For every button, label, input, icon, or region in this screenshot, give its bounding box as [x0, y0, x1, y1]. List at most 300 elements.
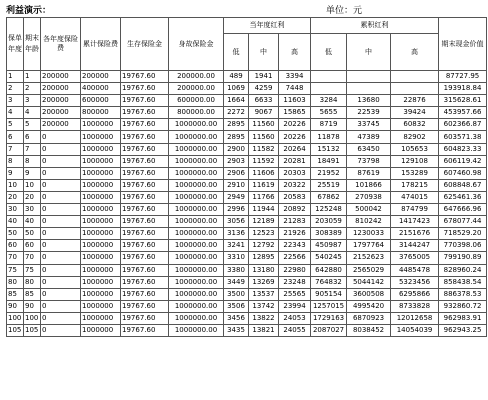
- cell-current-high: 3394: [279, 71, 311, 83]
- cell-cumulative-high: 14054039: [391, 324, 439, 336]
- header-current-mid: 中: [249, 34, 279, 71]
- cell-cumulative-high: 22876: [391, 95, 439, 107]
- cell-age: 90: [24, 300, 41, 312]
- cell-current-high: 20583: [279, 191, 311, 203]
- header-cumulative-premium: 累计保险费: [81, 18, 121, 71]
- cell-cumulative-premium: 800000: [81, 107, 121, 119]
- cell-annual-premium: 200000: [41, 119, 81, 131]
- cell-annual-premium: 0: [41, 191, 81, 203]
- cell-cumulative-low: 125248: [311, 204, 347, 216]
- cell-current-mid: 4259: [249, 83, 279, 95]
- cell-current-mid: 1941: [249, 71, 279, 83]
- cell-policy-year: 105: [7, 324, 24, 336]
- cell-age: 2: [24, 83, 41, 95]
- table-row: [7, 228, 487, 240]
- cell-cash-value: 604823.33: [439, 143, 487, 155]
- cell-death-benefit: 1000000.00: [169, 204, 224, 216]
- cell-cash-value: 193918.84: [439, 83, 487, 95]
- cell-cumulative-high: 3765005: [391, 252, 439, 264]
- cell-annual-premium: 0: [41, 240, 81, 252]
- cell-current-high: 22566: [279, 252, 311, 264]
- table-row: [7, 143, 487, 155]
- cell-cumulative-high: 39424: [391, 107, 439, 119]
- cell-age: 30: [24, 204, 41, 216]
- cell-cumulative-mid: 1797764: [347, 240, 391, 252]
- cell-policy-year: 2: [7, 83, 24, 95]
- cell-survival-benefit: 19767.60: [121, 312, 169, 324]
- cell-cumulative-premium: 1000000: [81, 155, 121, 167]
- cell-cumulative-premium: 1000000: [81, 288, 121, 300]
- cell-cumulative-mid: 13680: [347, 95, 391, 107]
- cell-survival-benefit: 19767.60: [121, 264, 169, 276]
- cell-cash-value: 962983.91: [439, 312, 487, 324]
- cell-cash-value: 718529.20: [439, 228, 487, 240]
- cell-cumulative-high: 60832: [391, 119, 439, 131]
- cell-death-benefit: 200000.00: [169, 71, 224, 83]
- cell-current-mid: 13821: [249, 324, 279, 336]
- table-row: [7, 167, 487, 179]
- cell-current-mid: 13822: [249, 312, 279, 324]
- cell-cumulative-mid: 5044142: [347, 276, 391, 288]
- cell-current-low: 2272: [224, 107, 249, 119]
- cell-cumulative-low: 5655: [311, 107, 347, 119]
- cell-current-mid: 12523: [249, 228, 279, 240]
- cell-policy-year: 60: [7, 240, 24, 252]
- cell-cumulative-mid: 2152623: [347, 252, 391, 264]
- cell-cumulative-premium: 1000000: [81, 119, 121, 131]
- cell-survival-benefit: 19767.60: [121, 167, 169, 179]
- cell-age: 8: [24, 155, 41, 167]
- cell-cumulative-high: 178215: [391, 179, 439, 191]
- header-annual-premium: 各年度保险费: [41, 18, 81, 71]
- cell-death-benefit: 1000000.00: [169, 300, 224, 312]
- cell-death-benefit: 1000000.00: [169, 312, 224, 324]
- cell-current-low: 2903: [224, 155, 249, 167]
- cell-cumulative-premium: 1000000: [81, 312, 121, 324]
- cell-cash-value: 608848.67: [439, 179, 487, 191]
- cell-cumulative-low: 642880: [311, 264, 347, 276]
- cell-cash-value: 315628.61: [439, 95, 487, 107]
- cell-cumulative-premium: 1000000: [81, 191, 121, 203]
- cell-cash-value: 87727.95: [439, 71, 487, 83]
- cell-survival-benefit: 19767.60: [121, 143, 169, 155]
- cell-cumulative-premium: 1000000: [81, 167, 121, 179]
- cell-annual-premium: 0: [41, 167, 81, 179]
- cell-cumulative-premium: 1000000: [81, 204, 121, 216]
- cell-death-benefit: 1000000.00: [169, 216, 224, 228]
- table-row: [7, 83, 487, 95]
- cell-age: 60: [24, 240, 41, 252]
- cell-current-low: 2895: [224, 119, 249, 131]
- cell-cumulative-low: [311, 71, 347, 83]
- cell-age: 3: [24, 95, 41, 107]
- cell-annual-premium: 0: [41, 324, 81, 336]
- cell-age: 4: [24, 107, 41, 119]
- cell-cumulative-low: 25519: [311, 179, 347, 191]
- cell-age: 10: [24, 179, 41, 191]
- cell-annual-premium: 0: [41, 264, 81, 276]
- cell-cumulative-mid: 63450: [347, 143, 391, 155]
- cell-current-low: 1664: [224, 95, 249, 107]
- cell-annual-premium: 0: [41, 216, 81, 228]
- cell-age: 6: [24, 131, 41, 143]
- cell-age: 1: [24, 71, 41, 83]
- cell-current-high: 20264: [279, 143, 311, 155]
- cell-age: 40: [24, 216, 41, 228]
- cell-policy-year: 6: [7, 131, 24, 143]
- cell-current-low: 3380: [224, 264, 249, 276]
- table-row: [7, 71, 487, 83]
- cell-death-benefit: 1000000.00: [169, 324, 224, 336]
- cell-policy-year: 90: [7, 300, 24, 312]
- cell-current-mid: 11944: [249, 204, 279, 216]
- cell-cumulative-mid: 500042: [347, 204, 391, 216]
- cell-cumulative-mid: 3600508: [347, 288, 391, 300]
- cell-annual-premium: 0: [41, 300, 81, 312]
- cell-death-benefit: 1000000.00: [169, 155, 224, 167]
- table-row: [7, 119, 487, 131]
- cell-annual-premium: 0: [41, 276, 81, 288]
- cell-age: 80: [24, 276, 41, 288]
- cell-cash-value: 606119.42: [439, 155, 487, 167]
- header-cumulative-dividend: 累积红利: [311, 18, 439, 34]
- cell-death-benefit: 1000000.00: [169, 119, 224, 131]
- cell-current-mid: 11560: [249, 131, 279, 143]
- cell-current-high: 25565: [279, 288, 311, 300]
- cell-cumulative-premium: 600000: [81, 95, 121, 107]
- cell-cumulative-mid: [347, 83, 391, 95]
- benefit-table-body: [7, 71, 487, 337]
- cell-annual-premium: 200000: [41, 71, 81, 83]
- cell-cash-value: 886378.53: [439, 288, 487, 300]
- table-row: [7, 191, 487, 203]
- cell-survival-benefit: 19767.60: [121, 216, 169, 228]
- cell-policy-year: 4: [7, 107, 24, 119]
- cell-policy-year: 70: [7, 252, 24, 264]
- cell-current-mid: 13269: [249, 276, 279, 288]
- cell-survival-benefit: 19767.60: [121, 191, 169, 203]
- cell-cumulative-mid: 101866: [347, 179, 391, 191]
- cell-cash-value: 858438.54: [439, 276, 487, 288]
- cell-cumulative-premium: 1000000: [81, 300, 121, 312]
- header-cumulative-mid: 中: [347, 34, 391, 71]
- cell-annual-premium: 0: [41, 131, 81, 143]
- cell-death-benefit: 1000000.00: [169, 143, 224, 155]
- cell-cumulative-high: [391, 71, 439, 83]
- cell-cumulative-premium: 1000000: [81, 276, 121, 288]
- cell-cumulative-premium: 1000000: [81, 324, 121, 336]
- cell-current-low: 1069: [224, 83, 249, 95]
- cell-policy-year: 75: [7, 264, 24, 276]
- cell-policy-year: 8: [7, 155, 24, 167]
- cell-policy-year: 1: [7, 71, 24, 83]
- cell-annual-premium: 0: [41, 179, 81, 191]
- cell-current-low: 3056: [224, 216, 249, 228]
- cell-current-high: 24055: [279, 324, 311, 336]
- cell-age: 105: [24, 324, 41, 336]
- cell-cash-value: 453957.66: [439, 107, 487, 119]
- cell-age: 50: [24, 228, 41, 240]
- cell-cumulative-low: 450987: [311, 240, 347, 252]
- cell-annual-premium: 0: [41, 155, 81, 167]
- cell-cumulative-mid: [347, 71, 391, 83]
- cell-cumulative-premium: 1000000: [81, 131, 121, 143]
- cell-cumulative-mid: 1230033: [347, 228, 391, 240]
- cell-cash-value: 770398.06: [439, 240, 487, 252]
- cell-policy-year: 10: [7, 179, 24, 191]
- cell-cumulative-high: 8733828: [391, 300, 439, 312]
- cell-current-low: 2949: [224, 191, 249, 203]
- cell-current-mid: 11606: [249, 167, 279, 179]
- cell-cumulative-mid: 6870923: [347, 312, 391, 324]
- header-age: 期末年龄: [24, 18, 41, 71]
- cell-cumulative-high: 6295866: [391, 288, 439, 300]
- cell-cumulative-high: 474015: [391, 191, 439, 203]
- cell-cumulative-premium: 1000000: [81, 228, 121, 240]
- cell-age: 75: [24, 264, 41, 276]
- cell-policy-year: 85: [7, 288, 24, 300]
- cell-annual-premium: 200000: [41, 95, 81, 107]
- cell-cumulative-high: 5323456: [391, 276, 439, 288]
- cell-death-benefit: 1000000.00: [169, 228, 224, 240]
- unit-label: 单位：元: [326, 6, 363, 16]
- cell-annual-premium: 0: [41, 288, 81, 300]
- cell-cumulative-low: 764832: [311, 276, 347, 288]
- cell-current-high: 23994: [279, 300, 311, 312]
- cell-survival-benefit: 19767.60: [121, 204, 169, 216]
- cell-current-mid: 11582: [249, 143, 279, 155]
- cell-policy-year: 3: [7, 95, 24, 107]
- cell-survival-benefit: 19767.60: [121, 95, 169, 107]
- cell-cash-value: 607460.98: [439, 167, 487, 179]
- cell-current-mid: 6633: [249, 95, 279, 107]
- cell-current-high: 21283: [279, 216, 311, 228]
- table-row: [7, 288, 487, 300]
- cell-cumulative-high: [391, 83, 439, 95]
- cell-death-benefit: 1000000.00: [169, 240, 224, 252]
- cell-cash-value: 625461.36: [439, 191, 487, 203]
- table-row: [7, 252, 487, 264]
- cell-current-low: 2906: [224, 167, 249, 179]
- cell-current-high: 20226: [279, 131, 311, 143]
- cell-age: 85: [24, 288, 41, 300]
- cell-death-benefit: 200000.00: [169, 83, 224, 95]
- cell-cumulative-low: 3284: [311, 95, 347, 107]
- cell-cumulative-premium: 1000000: [81, 252, 121, 264]
- cell-cumulative-high: 82902: [391, 131, 439, 143]
- header-death-benefit: 身故保险金: [169, 18, 224, 71]
- cell-current-mid: 13180: [249, 264, 279, 276]
- cell-cash-value: 932860.72: [439, 300, 487, 312]
- cell-cumulative-low: 1729163: [311, 312, 347, 324]
- header-current-dividend: 当年度红利: [224, 18, 311, 34]
- cell-death-benefit: 600000.00: [169, 95, 224, 107]
- cell-cash-value: 678077.44: [439, 216, 487, 228]
- cell-cumulative-premium: 400000: [81, 83, 121, 95]
- cell-current-mid: 11766: [249, 191, 279, 203]
- cell-cash-value: 962943.25: [439, 324, 487, 336]
- table-row: [7, 324, 487, 336]
- cell-current-mid: 11592: [249, 155, 279, 167]
- cell-current-mid: 12189: [249, 216, 279, 228]
- cell-cumulative-high: 153289: [391, 167, 439, 179]
- cell-policy-year: 100: [7, 312, 24, 324]
- header-cumulative-low: 低: [311, 34, 347, 71]
- cell-cumulative-high: 105653: [391, 143, 439, 155]
- table-row: [7, 276, 487, 288]
- cell-cumulative-premium: 1000000: [81, 264, 121, 276]
- cell-current-low: 3310: [224, 252, 249, 264]
- table-row: [7, 179, 487, 191]
- table-row: [7, 312, 487, 324]
- cell-current-low: 2895: [224, 131, 249, 143]
- table-row: [7, 216, 487, 228]
- table-row: [7, 300, 487, 312]
- cell-cumulative-low: 67862: [311, 191, 347, 203]
- cell-age: 9: [24, 167, 41, 179]
- cell-age: 20: [24, 191, 41, 203]
- cell-policy-year: 40: [7, 216, 24, 228]
- cell-age: 100: [24, 312, 41, 324]
- cell-annual-premium: 0: [41, 228, 81, 240]
- cell-current-high: 20281: [279, 155, 311, 167]
- cell-cumulative-premium: 1000000: [81, 240, 121, 252]
- cell-cumulative-low: 540245: [311, 252, 347, 264]
- cell-current-high: 20303: [279, 167, 311, 179]
- cell-survival-benefit: 19767.60: [121, 228, 169, 240]
- cell-survival-benefit: 19767.60: [121, 131, 169, 143]
- cell-current-low: 489: [224, 71, 249, 83]
- cell-annual-premium: 200000: [41, 107, 81, 119]
- cell-current-high: 20892: [279, 204, 311, 216]
- cell-current-high: 21926: [279, 228, 311, 240]
- cell-annual-premium: 0: [41, 252, 81, 264]
- cell-cumulative-mid: 4995420: [347, 300, 391, 312]
- cell-annual-premium: 0: [41, 204, 81, 216]
- cell-current-high: 23248: [279, 276, 311, 288]
- cell-policy-year: 80: [7, 276, 24, 288]
- cell-cumulative-premium: 1000000: [81, 216, 121, 228]
- header-survival-benefit: 生存保险金: [121, 18, 169, 71]
- cell-survival-benefit: 19767.60: [121, 83, 169, 95]
- cell-cumulative-low: 15132: [311, 143, 347, 155]
- cell-current-high: 22980: [279, 264, 311, 276]
- cell-death-benefit: 1000000.00: [169, 252, 224, 264]
- cell-survival-benefit: 19767.60: [121, 107, 169, 119]
- cell-current-low: 3449: [224, 276, 249, 288]
- cell-cash-value: 828960.24: [439, 264, 487, 276]
- table-row: [7, 95, 487, 107]
- cell-death-benefit: 1000000.00: [169, 264, 224, 276]
- header-current-high: 高: [279, 34, 311, 71]
- cell-survival-benefit: 19767.60: [121, 276, 169, 288]
- cell-cumulative-mid: 73798: [347, 155, 391, 167]
- cell-current-low: 3500: [224, 288, 249, 300]
- cell-cumulative-low: 203059: [311, 216, 347, 228]
- cell-death-benefit: 1000000.00: [169, 167, 224, 179]
- cell-cumulative-premium: 1000000: [81, 179, 121, 191]
- header-cumulative-high: 高: [391, 34, 439, 71]
- cell-annual-premium: 0: [41, 312, 81, 324]
- cell-death-benefit: 1000000.00: [169, 288, 224, 300]
- cell-cumulative-low: 905154: [311, 288, 347, 300]
- cell-age: 7: [24, 143, 41, 155]
- cell-cumulative-high: 874799: [391, 204, 439, 216]
- cell-current-high: 15865: [279, 107, 311, 119]
- benefit-table: [6, 17, 487, 337]
- cell-current-low: 2910: [224, 179, 249, 191]
- table-row: [7, 131, 487, 143]
- cell-survival-benefit: 19767.60: [121, 324, 169, 336]
- cell-current-low: 3136: [224, 228, 249, 240]
- cell-policy-year: 30: [7, 204, 24, 216]
- cell-annual-premium: 200000: [41, 83, 81, 95]
- cell-current-high: 20226: [279, 119, 311, 131]
- cell-cumulative-high: 2151676: [391, 228, 439, 240]
- cell-cumulative-low: 8719: [311, 119, 347, 131]
- cell-survival-benefit: 19767.60: [121, 252, 169, 264]
- cell-policy-year: 5: [7, 119, 24, 131]
- cell-cumulative-low: 18491: [311, 155, 347, 167]
- cell-cumulative-mid: 22539: [347, 107, 391, 119]
- cell-policy-year: 20: [7, 191, 24, 203]
- cell-current-mid: 11619: [249, 179, 279, 191]
- cell-policy-year: 7: [7, 143, 24, 155]
- cell-cash-value: 799190.89: [439, 252, 487, 264]
- cell-death-benefit: 1000000.00: [169, 131, 224, 143]
- cell-current-low: 3435: [224, 324, 249, 336]
- cell-current-mid: 12895: [249, 252, 279, 264]
- cell-death-benefit: 800000.00: [169, 107, 224, 119]
- cell-age: 5: [24, 119, 41, 131]
- cell-cumulative-high: 129108: [391, 155, 439, 167]
- cell-cumulative-high: 3144247: [391, 240, 439, 252]
- cell-current-low: 3456: [224, 312, 249, 324]
- cell-current-mid: 13742: [249, 300, 279, 312]
- cell-cumulative-low: 308389: [311, 228, 347, 240]
- cell-survival-benefit: 19767.60: [121, 300, 169, 312]
- cell-current-low: 3506: [224, 300, 249, 312]
- table-row: [7, 107, 487, 119]
- cell-cumulative-high: 1417423: [391, 216, 439, 228]
- cell-survival-benefit: 19767.60: [121, 155, 169, 167]
- cell-current-low: 2996: [224, 204, 249, 216]
- cell-policy-year: 50: [7, 228, 24, 240]
- header-policy-year: 保单年度: [7, 18, 24, 71]
- cell-current-low: 3241: [224, 240, 249, 252]
- cell-current-high: 7448: [279, 83, 311, 95]
- cell-survival-benefit: 19767.60: [121, 288, 169, 300]
- header-current-low: 低: [224, 34, 249, 71]
- cell-cumulative-low: 1257015: [311, 300, 347, 312]
- caption-bar: [0, 0, 488, 16]
- cell-current-high: 24053: [279, 312, 311, 324]
- cell-cumulative-low: [311, 83, 347, 95]
- cell-cumulative-mid: 2565029: [347, 264, 391, 276]
- cell-cumulative-premium: 1000000: [81, 143, 121, 155]
- table-row: [7, 240, 487, 252]
- cell-current-mid: 12792: [249, 240, 279, 252]
- header-cash-value: 期末现金价值: [439, 18, 487, 71]
- cell-cash-value: 602366.87: [439, 119, 487, 131]
- cell-cumulative-mid: 47389: [347, 131, 391, 143]
- cell-current-mid: 13537: [249, 288, 279, 300]
- cell-current-low: 2900: [224, 143, 249, 155]
- table-row: [7, 155, 487, 167]
- cell-current-high: 22343: [279, 240, 311, 252]
- cell-cumulative-mid: 810242: [347, 216, 391, 228]
- cell-death-benefit: 1000000.00: [169, 276, 224, 288]
